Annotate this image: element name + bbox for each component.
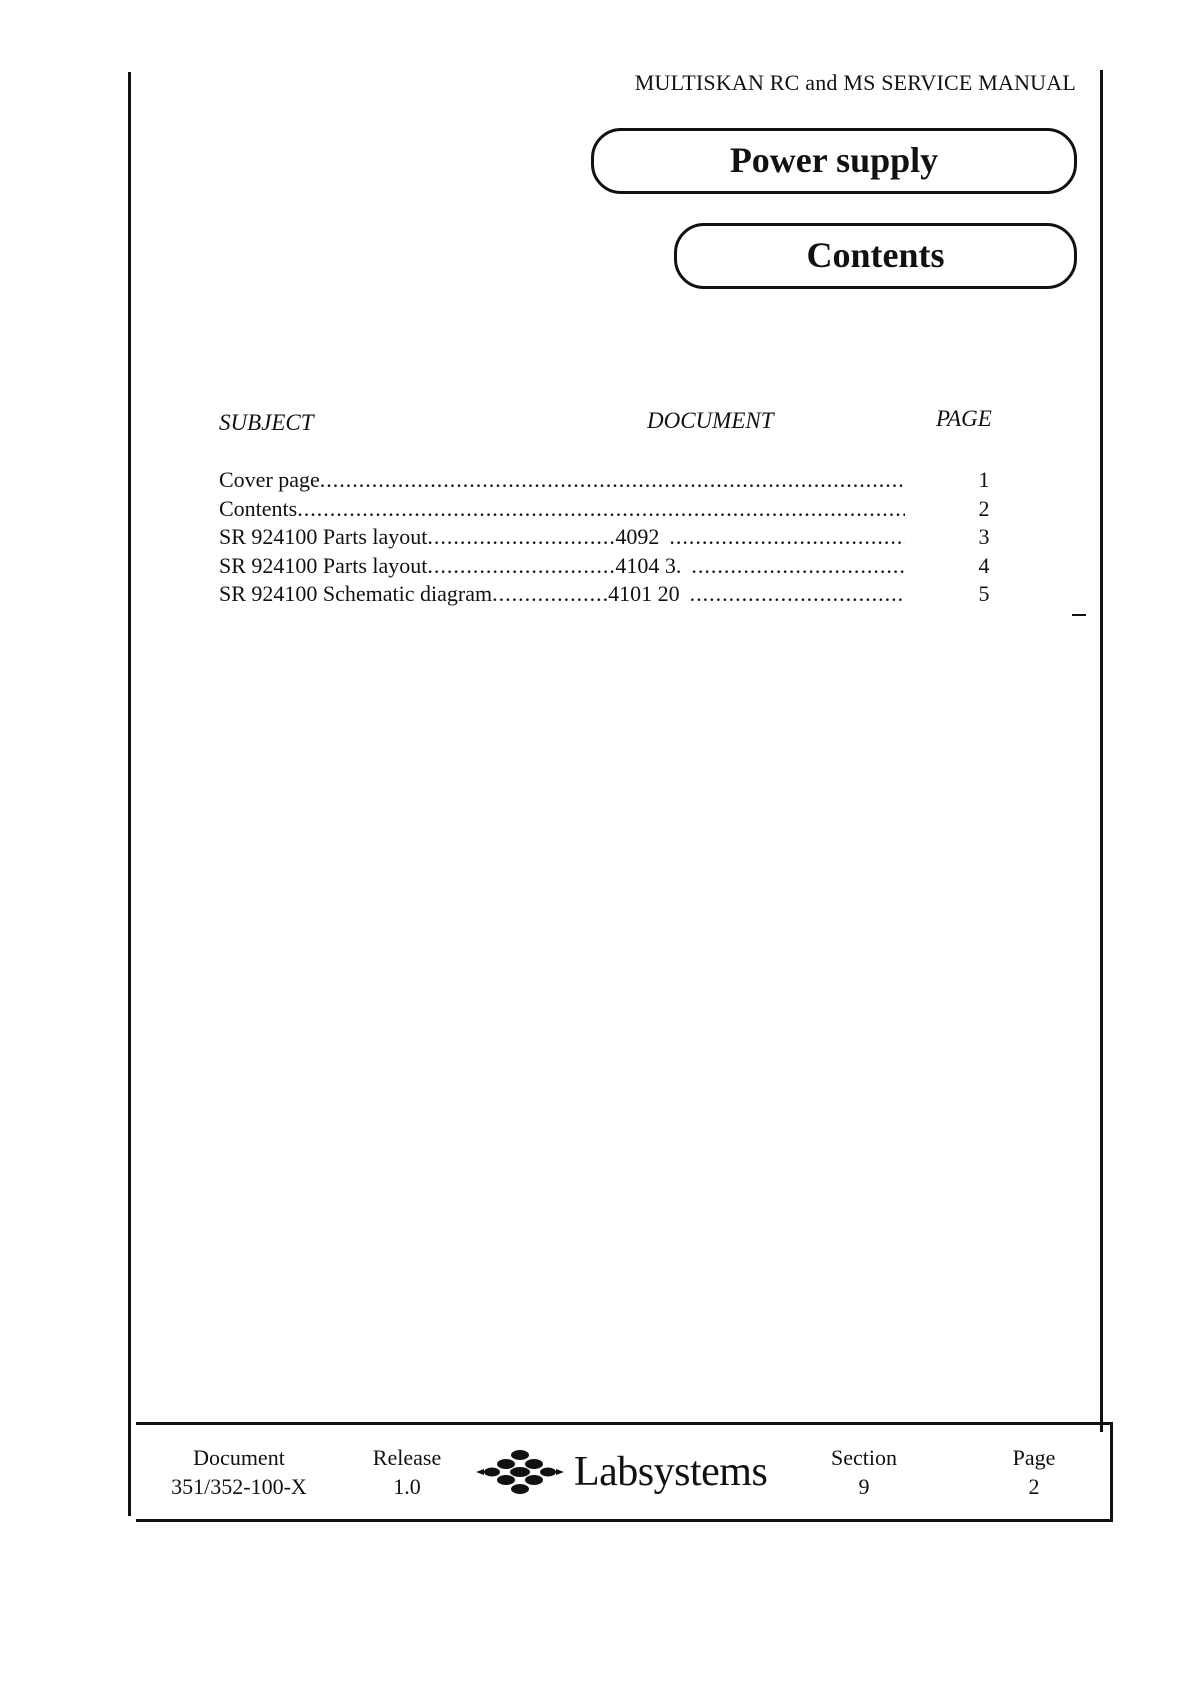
dot-leader	[320, 467, 905, 493]
toc-document-number: 4092	[615, 524, 660, 549]
labsystems-logo-icon	[476, 1447, 564, 1497]
footer-section-value: 9	[858, 1474, 870, 1499]
footer-release-label: Release	[372, 1445, 442, 1470]
toc-row	[219, 496, 1009, 525]
toc-page-number: 3	[978, 524, 990, 549]
dot-leader	[427, 524, 615, 550]
toc-row	[219, 467, 1009, 496]
manual-title: MULTISKAN RC and MS SERVICE MANUAL	[634, 70, 1076, 95]
column-header-page: PAGE	[936, 406, 992, 431]
column-header-document: DOCUMENT	[647, 408, 774, 433]
dot-leader	[297, 496, 905, 522]
dot-leader	[492, 581, 608, 607]
column-header-subject: SUBJECT	[219, 410, 314, 435]
footer-document-label: Document	[193, 1445, 285, 1470]
toc-page-number: 5	[978, 581, 990, 606]
footer-section	[804, 1443, 924, 1501]
footer-page	[972, 1443, 1096, 1501]
table-of-contents	[219, 467, 1009, 610]
toc-row	[219, 581, 1009, 610]
toc-row	[219, 524, 1009, 553]
toc-subject: SR 924100 Schematic diagram	[219, 581, 493, 606]
footer-document-value: 351/352-100-X	[171, 1474, 307, 1499]
toc-row	[219, 553, 1009, 582]
dot-leader	[691, 553, 905, 579]
toc-page-number: 4	[978, 552, 990, 578]
page-title-banner: Contents	[674, 223, 1077, 289]
brand-name: Labsystems	[574, 1449, 768, 1495]
toc-document-number: 4104 3.	[615, 552, 682, 578]
footer-release-value: 1.0	[393, 1474, 421, 1499]
page-frame-right-rule	[1100, 70, 1103, 1432]
toc-subject: SR 924100 Parts layout	[219, 524, 428, 549]
toc-page-number: 2	[978, 495, 990, 521]
dot-leader	[669, 524, 905, 550]
footer-release	[354, 1443, 460, 1501]
margin-tick-mark	[1072, 614, 1086, 616]
brand-logo	[476, 1447, 767, 1497]
footer-page-label: Page	[1012, 1445, 1056, 1470]
toc-subject: SR 924100 Parts layout	[219, 552, 428, 578]
dot-leader	[427, 553, 615, 579]
footer-page-value: 2	[1028, 1474, 1040, 1499]
toc-subject: Contents	[219, 495, 298, 521]
toc-page-number: 1	[978, 467, 990, 492]
toc-subject: Cover page	[219, 467, 320, 492]
footer-document	[154, 1443, 324, 1501]
dot-leader	[690, 581, 905, 607]
footer-section-label: Section	[831, 1445, 897, 1470]
footer-box	[136, 1422, 1113, 1522]
page-frame-left-rule	[128, 72, 131, 1516]
toc-document-number: 4101 20	[608, 581, 680, 606]
section-title-banner: Power supply	[591, 128, 1077, 194]
